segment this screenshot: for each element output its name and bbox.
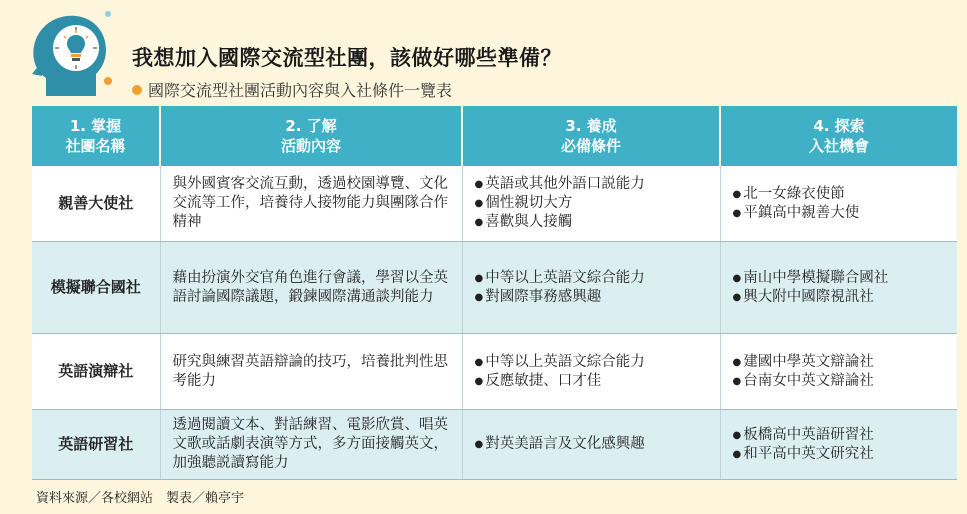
requirement-item: ● 個性親切大方 <box>475 194 708 213</box>
club-schools <box>720 242 957 334</box>
column-header-activity: 2. 了解 活動內容 <box>160 106 462 166</box>
club-name: 英語演辯社 <box>32 334 160 410</box>
requirement-item: ● 英語或其他外語口説能力 <box>475 175 708 194</box>
club-requirements <box>462 334 720 410</box>
subtitle-text: 國際交流型社團活動內容與入社條件一覽表 <box>148 81 453 100</box>
club-activity: 研究與練習英語辯論的技巧，培養批判性思考能力 <box>160 334 462 410</box>
club-schools <box>720 410 957 480</box>
requirement-item: ● 中等以上英語文綜合能力 <box>475 269 708 288</box>
club-schools <box>720 166 957 242</box>
club-name: 英語研習社 <box>32 410 160 480</box>
page-subtitle <box>132 78 452 101</box>
table-row <box>32 242 957 334</box>
column-header-name: 1. 掌握 社團名稱 <box>32 106 160 166</box>
school-item: ● 北一女綠衣使節 <box>733 185 946 204</box>
requirement-item: ● 反應敏捷、口才佳 <box>475 372 708 391</box>
school-item: ● 平鎮高中親善大使 <box>733 204 946 223</box>
bullet-dot-icon <box>132 85 142 95</box>
requirement-item: ● 對國際事務感興趣 <box>475 288 708 307</box>
source-credit: 資料來源／各校網站 製表／賴亭宇 <box>36 491 245 506</box>
school-item: ● 板橋高中英語研習社 <box>733 426 946 445</box>
club-activity: 藉由扮演外交官角色進行會議，學習以全英語討論國際議題，鍛鍊國際溝通談判能力 <box>160 242 462 334</box>
club-requirements <box>462 166 720 242</box>
club-name: 親善大使社 <box>32 166 160 242</box>
page-title: 我想加入國際交流型社團，該做好哪些準備？ <box>132 46 562 70</box>
requirement-item: ● 對英美語言及文化感興趣 <box>475 435 708 454</box>
school-item: ● 和平高中英文研究社 <box>733 445 946 464</box>
club-requirements <box>462 242 720 334</box>
table-row <box>32 410 957 480</box>
club-table <box>32 106 957 480</box>
requirement-item: ● 中等以上英語文綜合能力 <box>475 353 708 372</box>
school-item: ● 建國中學英文辯論社 <box>733 353 946 372</box>
club-activity: 透過閱讀文本、對話練習、電影欣賞、唱英文歌或話劇表演等方式，多方面接觸英文，加強聽説讀寫能力 <box>160 410 462 480</box>
school-item: ● 台南女中英文辯論社 <box>733 372 946 391</box>
head-lightbulb-icon <box>26 8 118 98</box>
school-item: ● 南山中學模擬聯合國社 <box>733 269 946 288</box>
club-name: 模擬聯合國社 <box>32 242 160 334</box>
column-header-opportunities: 4. 探索 入社機會 <box>720 106 957 166</box>
club-activity: 與外國賓客交流互動，透過校園導覽、文化交流等工作，培養待人接物能力與團隊合作精神 <box>160 166 462 242</box>
table-row <box>32 166 957 242</box>
table-header-row <box>32 106 957 166</box>
club-schools <box>720 334 957 410</box>
table-row <box>32 334 957 410</box>
school-item: ● 興大附中國際視訊社 <box>733 288 946 307</box>
column-header-requirements: 3. 養成 必備條件 <box>462 106 720 166</box>
club-requirements <box>462 410 720 480</box>
requirement-item: ● 喜歡與人接觸 <box>475 213 708 232</box>
